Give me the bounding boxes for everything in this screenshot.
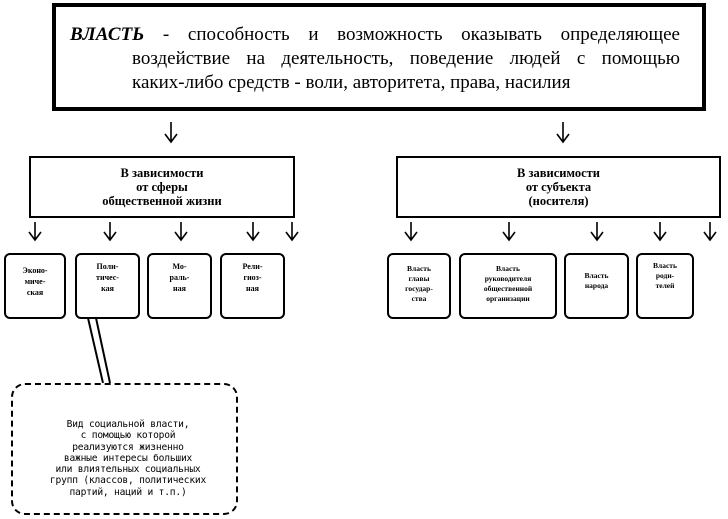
subject-organization-leader-line-1: Власть — [496, 264, 520, 273]
subject-people-line-2: народа — [584, 281, 609, 290]
category-by-sphere-line-1: В зависимости — [120, 166, 204, 180]
arrow-right-2 — [503, 222, 515, 240]
category-by-sphere-line-3: общественной жизни — [102, 194, 222, 208]
political-definition-line-4: важные интересы больших — [63, 452, 193, 464]
arrow-right-5 — [704, 222, 716, 240]
subject-parents-line-1: Власть — [653, 261, 677, 270]
callout-line-left — [88, 318, 103, 383]
power-definition-box — [52, 3, 706, 111]
arrow-right-1 — [405, 222, 417, 240]
political-definition-line-6: групп (классов, политических — [49, 475, 207, 487]
subject-organization-leader — [459, 253, 557, 319]
sphere-economic-line-1: Эконо- — [22, 266, 48, 275]
arrow-left-5 — [286, 222, 298, 240]
arrow-left-1 — [29, 222, 41, 240]
callout-line-right — [96, 318, 110, 383]
category-by-subject-line-2: от субъекта — [525, 180, 592, 194]
political-definition-line-3: реализуются жизненно — [72, 441, 184, 453]
arrow-left-2 — [104, 222, 116, 240]
category-by-subject-line-3: (носителя) — [528, 194, 589, 208]
definition-line-2: воздействие на деятельность, поведение людей с помощью — [132, 48, 680, 69]
sphere-economic-line-2: миче- — [24, 277, 46, 286]
political-power-definition — [11, 383, 238, 515]
subject-head-of-state-line-3: государ- — [405, 284, 433, 293]
political-definition-line-5: или влиятельных социальных — [55, 464, 201, 476]
arrow-left-4 — [247, 222, 259, 240]
arrow-right-3 — [591, 222, 603, 240]
sphere-moral-line-1: Мо- — [172, 262, 187, 271]
sphere-economic — [4, 253, 66, 319]
category-by-subject — [396, 156, 721, 218]
arrow-to-left-category — [165, 122, 177, 142]
arrow-left-3 — [175, 222, 187, 240]
category-by-sphere-line-2: от сферы — [136, 180, 188, 194]
subject-head-of-state-line-4: ства — [411, 294, 427, 303]
sphere-moral-line-3: ная — [173, 284, 186, 293]
definition-line-3: каких-либо средств - воли, авторитета, права, насилия — [132, 72, 571, 93]
sphere-political-line-3: кая — [101, 284, 114, 293]
political-definition-line-7: партий, наций и т.п.) — [69, 486, 187, 498]
sphere-religious — [220, 253, 285, 319]
arrow-to-right-category — [557, 122, 569, 142]
subject-parents-line-3: телей — [655, 281, 675, 290]
subject-head-of-state-line-1: Власть — [407, 264, 431, 273]
subject-head-of-state-line-2: главы — [408, 274, 430, 283]
category-by-subject-line-1: В зависимости — [517, 166, 600, 180]
subject-people-line-1: Власть — [584, 271, 609, 280]
definition-line-1: - способность и возможность оказывать определяющее — [144, 24, 680, 45]
sphere-moral-line-2: раль- — [169, 273, 190, 282]
sphere-religious-line-3: ная — [246, 284, 259, 293]
subject-parents-line-2: роди- — [655, 271, 675, 280]
sphere-political-line-2: тичес- — [96, 273, 119, 282]
sphere-religious-line-1: Рели- — [242, 262, 263, 271]
sphere-political-line-1: Поли- — [96, 262, 119, 271]
subject-organization-leader-line-3: общественной — [483, 284, 533, 293]
sphere-political — [75, 253, 140, 319]
subject-parents — [636, 253, 694, 319]
power-term: ВЛАСТЬ — [70, 24, 145, 45]
sphere-religious-line-2: гиоз- — [243, 273, 262, 282]
arrow-right-4 — [654, 222, 666, 240]
sphere-economic-line-3: ская — [26, 288, 44, 297]
political-definition-line-2: с помощью которой — [80, 430, 176, 442]
political-definition-line-1: Вид социальной власти, — [66, 419, 190, 430]
subject-organization-leader-line-4: организации — [486, 294, 530, 303]
subject-people — [564, 253, 629, 319]
sphere-moral — [147, 253, 212, 319]
subject-organization-leader-line-2: руководителя — [484, 274, 532, 283]
subject-head-of-state — [387, 253, 451, 319]
category-by-sphere — [29, 156, 295, 218]
